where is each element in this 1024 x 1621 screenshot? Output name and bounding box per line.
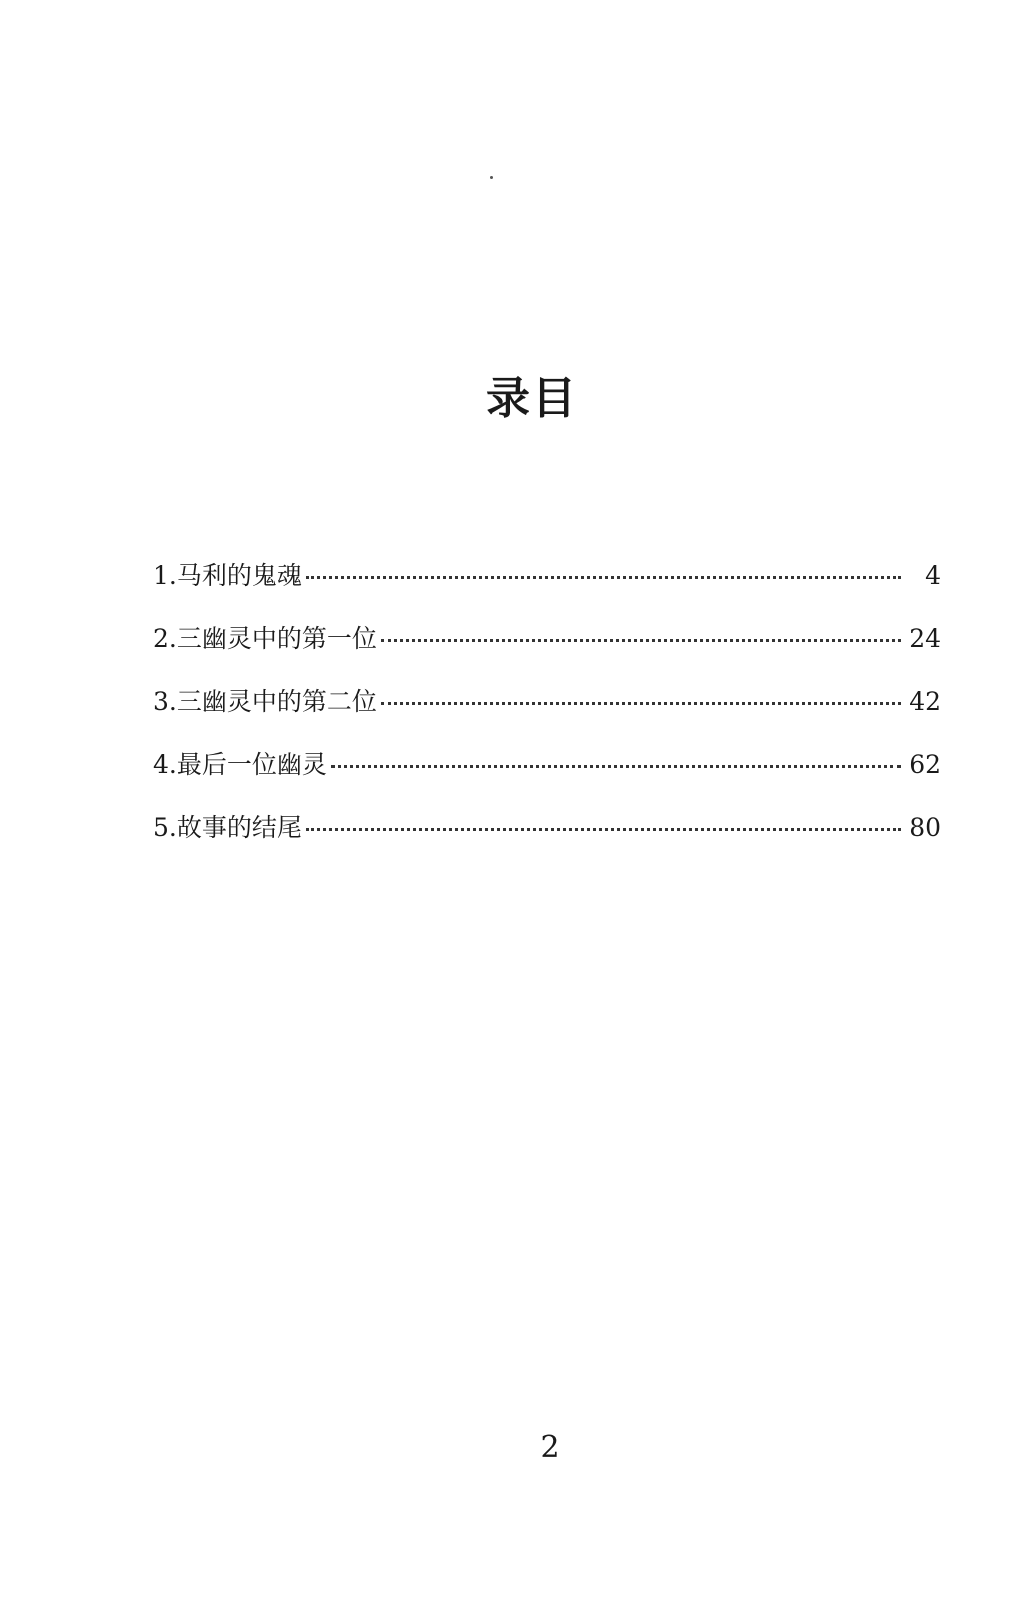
- toc-entry-label: 1.马利的鬼魂: [153, 561, 302, 590]
- toc-entry-page: 42: [909, 687, 941, 716]
- toc-entry-label: 3.三幽灵中的第二位: [153, 687, 377, 716]
- toc-entry-page: 4: [925, 561, 941, 590]
- page-number: 2: [540, 1430, 560, 1465]
- toc-dot-leader: [381, 702, 901, 705]
- toc-entry-page: 24: [909, 624, 941, 653]
- toc-entry-page: 80: [909, 813, 941, 842]
- toc-dot-leader: [306, 576, 901, 579]
- toc-entry: [153, 556, 941, 619]
- toc-entry-label: 5.故事的结尾: [153, 813, 302, 842]
- toc-entry-label: 2.三幽灵中的第一位: [153, 624, 377, 653]
- toc-entry: [153, 682, 941, 745]
- toc-dot-leader: [381, 639, 901, 642]
- toc-dot-leader: [306, 828, 901, 831]
- table-of-contents: [153, 556, 941, 871]
- toc-entry: [153, 619, 941, 682]
- page-title: 录目: [486, 373, 578, 424]
- toc-entry-label: 4.最后一位幽灵: [153, 750, 327, 779]
- print-speck: [490, 176, 493, 179]
- toc-entry: [153, 808, 941, 871]
- toc-dot-leader: [331, 765, 901, 768]
- toc-entry: [153, 745, 941, 808]
- toc-entry-page: 62: [909, 750, 941, 779]
